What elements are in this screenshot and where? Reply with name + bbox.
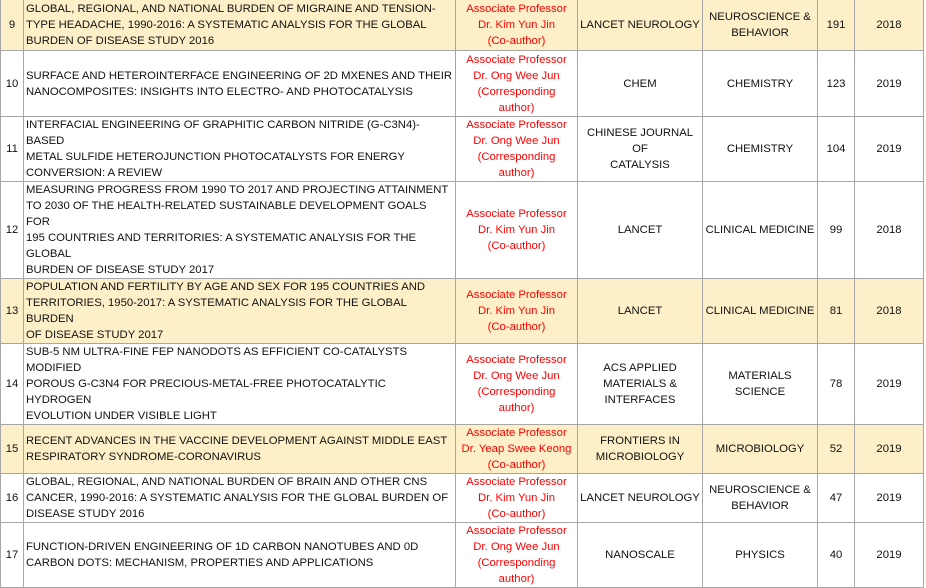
author-cell: Associate Professor Dr. Ong Wee Jun (Corresponding author) xyxy=(456,523,578,588)
category-cell: CLINICAL MEDICINE xyxy=(703,182,818,279)
author-cell: Associate Professor Dr. Yeap Swee Keong (Co-author) xyxy=(456,425,578,474)
row-number: 10 xyxy=(1,51,24,117)
paper-title: RECENT ADVANCES IN THE VACCINE DEVELOPMENT AGAINST MIDDLE EAST RESPIRATORY SYNDROME-CORONAVIRUS xyxy=(24,425,456,474)
author-cell: Associate Professor Dr. Kim Yun Jin (Co-author) xyxy=(456,279,578,344)
category-cell: MATERIALS SCIENCE xyxy=(703,344,818,425)
paper-title: SURFACE AND HETEROINTERFACE ENGINEERING OF 2D MXENES AND THEIR NANOCOMPOSITES: INSIGHTS INTO ELECTRO- AND PHOTOCATALYSIS xyxy=(24,51,456,117)
journal-cell: LANCET xyxy=(578,279,703,344)
category-cell: CLINICAL MEDICINE xyxy=(703,279,818,344)
table-row xyxy=(1,279,924,344)
journal-cell: LANCET NEUROLOGY xyxy=(578,474,703,523)
category-cell: CHEMISTRY xyxy=(703,117,818,182)
paper-title: MEASURING PROGRESS FROM 1990 TO 2017 AND PROJECTING ATTAINMENT TO 2030 OF THE HEALTH-RELATED SUSTAINABLE DEVELOPMENT GOALS FOR 195 COUNTRIES AND TERRITORIES: A SYSTEMATIC ANALYSIS FOR THE GLOBAL BURDEN OF DISEASE STUDY 2017 xyxy=(24,182,456,279)
row-number: 9 xyxy=(1,0,24,51)
table-row xyxy=(1,344,924,425)
author-cell: Associate Professor Dr. Ong Wee Jun (Corresponding author) xyxy=(456,51,578,117)
category-cell: PHYSICS xyxy=(703,523,818,588)
citations-cell: 104 xyxy=(818,117,855,182)
row-number: 17 xyxy=(1,523,24,588)
table-row xyxy=(1,0,924,51)
row-number: 11 xyxy=(1,117,24,182)
row-number: 15 xyxy=(1,425,24,474)
year-cell: 2019 xyxy=(855,523,924,588)
journal-cell: LANCET xyxy=(578,182,703,279)
table-row xyxy=(1,523,924,588)
journal-cell: NANOSCALE xyxy=(578,523,703,588)
paper-title: GLOBAL, REGIONAL, AND NATIONAL BURDEN OF MIGRAINE AND TENSION- TYPE HEADACHE, 1990-2016: A SYSTEMATIC ANALYSIS FOR THE GLOBAL BURDEN OF DISEASE STUDY 2016 xyxy=(24,0,456,51)
citations-cell: 52 xyxy=(818,425,855,474)
year-cell: 2019 xyxy=(855,117,924,182)
row-number: 13 xyxy=(1,279,24,344)
author-cell: Associate Professor Dr. Kim Yun Jin (Co-author) xyxy=(456,182,578,279)
citations-cell: 40 xyxy=(818,523,855,588)
year-cell: 2018 xyxy=(855,0,924,51)
year-cell: 2019 xyxy=(855,51,924,117)
citations-cell: 123 xyxy=(818,51,855,117)
year-cell: 2019 xyxy=(855,474,924,523)
year-cell: 2018 xyxy=(855,182,924,279)
year-cell: 2018 xyxy=(855,279,924,344)
table-row xyxy=(1,474,924,523)
table-row xyxy=(1,117,924,182)
author-cell: Associate Professor Dr. Kim Yun Jin (Co-author) xyxy=(456,474,578,523)
row-number: 16 xyxy=(1,474,24,523)
category-cell: MICROBIOLOGY xyxy=(703,425,818,474)
citations-cell: 47 xyxy=(818,474,855,523)
journal-cell: CHEM xyxy=(578,51,703,117)
year-cell: 2019 xyxy=(855,344,924,425)
paper-title: POPULATION AND FERTILITY BY AGE AND SEX FOR 195 COUNTRIES AND TERRITORIES, 1950-2017: A SYSTEMATIC ANALYSIS FOR THE GLOBAL BURDEN OF DISEASE STUDY 2017 xyxy=(24,279,456,344)
paper-title: GLOBAL, REGIONAL, AND NATIONAL BURDEN OF BRAIN AND OTHER CNS CANCER, 1990-2016: A SYSTEMATIC ANALYSIS FOR THE GLOBAL BURDEN OF DISEASE STUDY 2016 xyxy=(24,474,456,523)
category-cell: CHEMISTRY xyxy=(703,51,818,117)
journal-cell: LANCET NEUROLOGY xyxy=(578,0,703,51)
citations-cell: 191 xyxy=(818,0,855,51)
author-cell: Associate Professor Dr. Ong Wee Jun (Corresponding author) xyxy=(456,117,578,182)
journal-cell: FRONTIERS IN MICROBIOLOGY xyxy=(578,425,703,474)
year-cell: 2019 xyxy=(855,425,924,474)
table-row xyxy=(1,425,924,474)
paper-title: SUB-5 NM ULTRA-FINE FEP NANODOTS AS EFFICIENT CO-CATALYSTS MODIFIED POROUS G-C3N4 FOR PRECIOUS-METAL-FREE PHOTOCATALYTIC HYDROGEN EVOLUTION UNDER VISIBLE LIGHT xyxy=(24,344,456,425)
journal-cell: ACS APPLIED MATERIALS & INTERFACES xyxy=(578,344,703,425)
category-cell: NEUROSCIENCE & BEHAVIOR xyxy=(703,0,818,51)
category-cell: NEUROSCIENCE & BEHAVIOR xyxy=(703,474,818,523)
paper-title: INTERFACIAL ENGINEERING OF GRAPHITIC CARBON NITRIDE (G-C3N4)-BASED METAL SULFIDE HETEROJUNCTION PHOTOCATALYSTS FOR ENERGY CONVERSION: A REVIEW xyxy=(24,117,456,182)
author-cell: Associate Professor Dr. Kim Yun Jin (Co-author) xyxy=(456,0,578,51)
citations-cell: 99 xyxy=(818,182,855,279)
journal-cell: CHINESE JOURNAL OF CATALYSIS xyxy=(578,117,703,182)
paper-title: FUNCTION-DRIVEN ENGINEERING OF 1D CARBON NANOTUBES AND 0D CARBON DOTS: MECHANISM, PROPERTIES AND APPLICATIONS xyxy=(24,523,456,588)
table-row xyxy=(1,182,924,279)
citations-cell: 81 xyxy=(818,279,855,344)
row-number: 14 xyxy=(1,344,24,425)
citations-cell: 78 xyxy=(818,344,855,425)
row-number: 12 xyxy=(1,182,24,279)
author-cell: Associate Professor Dr. Ong Wee Jun (Corresponding author) xyxy=(456,344,578,425)
table-row xyxy=(1,51,924,117)
